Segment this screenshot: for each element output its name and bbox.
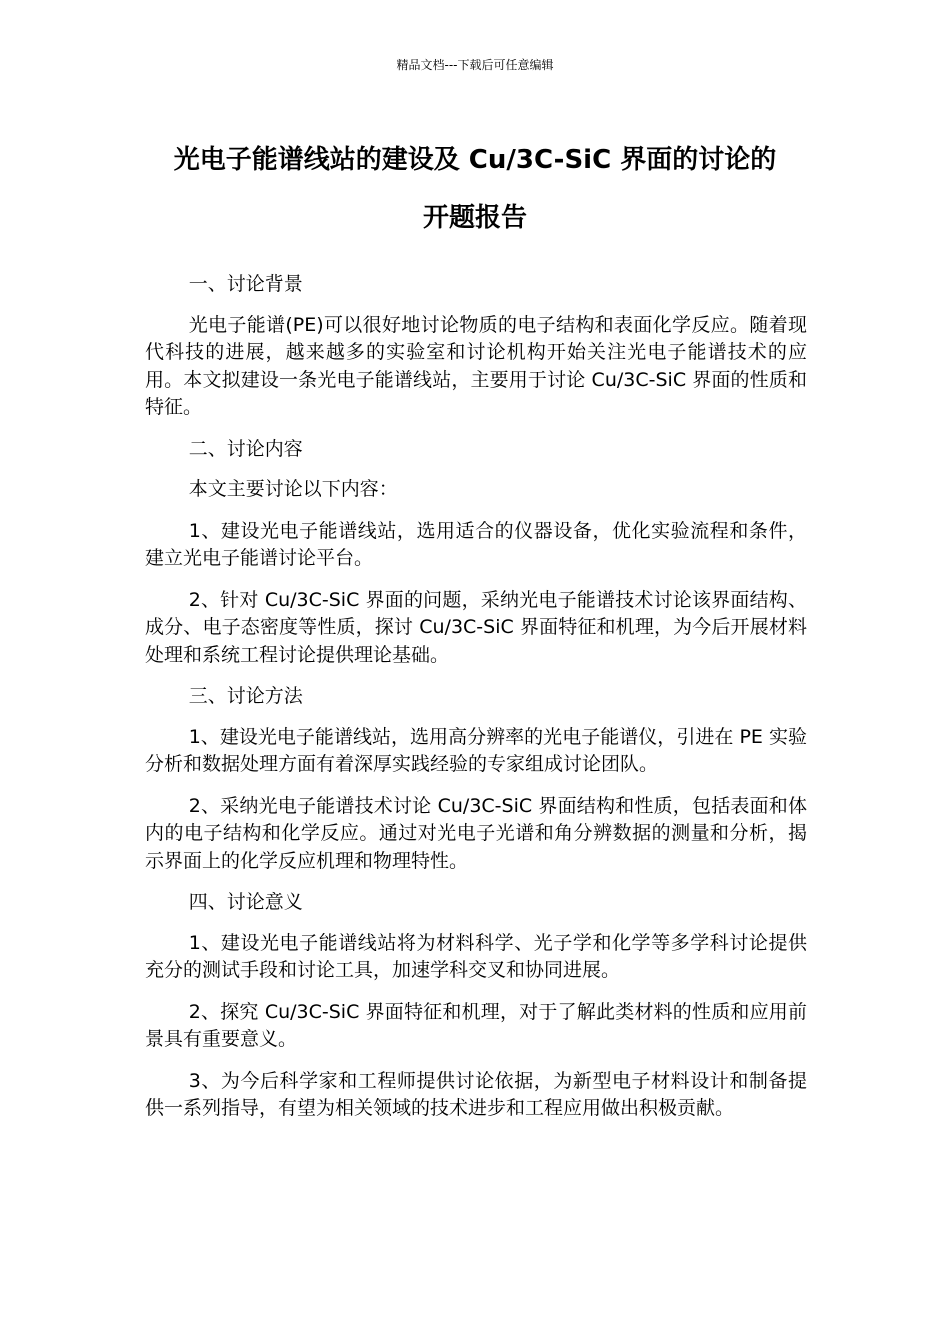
paragraph-significance-item-2: 2、探究 Cu/3C-SiC 界面特征和机理，对于了解此类材料的性质和应用前景具有重要意义。 bbox=[145, 1000, 807, 1050]
title-line-2: 开题报告 bbox=[422, 203, 527, 233]
document-body bbox=[145, 271, 807, 1137]
paragraph-method-item-2: 2、采纳光电子能谱技术讨论 Cu/3C-SiC 界面结构和性质，包括表面和体内的电子结构和化学反应。通过对光电子光谱和角分辨数据的测量和分析，揭示界面上的化学反应机理和物理特性。 bbox=[145, 794, 807, 872]
paragraph-content-item-1: 1、建设光电子能谱线站，选用适合的仪器设备，优化实验流程和条件，建立光电子能谱讨论平台。 bbox=[145, 519, 807, 569]
paragraph-significance-item-1: 1、建设光电子能谱线站将为材料科学、光子学和化学等多学科讨论提供充分的测试手段和讨论工具，加速学科交叉和协同进展。 bbox=[145, 931, 807, 981]
paragraph-method-item-1: 1、建设光电子能谱线站，选用高分辨率的光电子能谱仪，引进在 PE 实验分析和数据处理方面有着深厚实践经验的专家组成讨论团队。 bbox=[145, 725, 807, 775]
section-heading-method: 三、讨论方法 bbox=[188, 685, 303, 707]
paragraph-content-intro: 本文主要讨论以下内容： bbox=[188, 478, 398, 500]
header-note: 精品文档---下载后可任意编辑 bbox=[396, 58, 554, 72]
paragraph-significance-item-3: 3、为今后科学家和工程师提供讨论依据，为新型电子材料设计和制备提供一系列指导，有望为相关领域的技术进步和工程应用做出积极贡献。 bbox=[145, 1069, 807, 1119]
document-title bbox=[140, 131, 810, 247]
paragraph-background: 光电子能谱(PE)可以很好地讨论物质的电子结构和表面化学反应。随着现代科技的进展，越来越多的实验室和讨论机构开始关注光电子能谱技术的应用。本文拟建设一条光电子能谱线站，主要用于讨论 Cu/3C-SiC 界面的性质和特征。 bbox=[145, 313, 807, 418]
title-line-1: 光电子能谱线站的建设及 Cu/3C-SiC 界面的讨论的 bbox=[173, 145, 777, 175]
section-heading-significance: 四、讨论意义 bbox=[188, 891, 303, 913]
paragraph-content-item-2: 2、针对 Cu/3C-SiC 界面的问题，采纳光电子能谱技术讨论该界面结构、成分、电子态密度等性质，探讨 Cu/3C-SiC 界面特征和机理，为今后开展材料处理和系统工程讨论提供理论基础。 bbox=[145, 588, 807, 666]
section-heading-background: 一、讨论背景 bbox=[188, 273, 303, 295]
section-heading-content: 二、讨论内容 bbox=[188, 437, 303, 460]
